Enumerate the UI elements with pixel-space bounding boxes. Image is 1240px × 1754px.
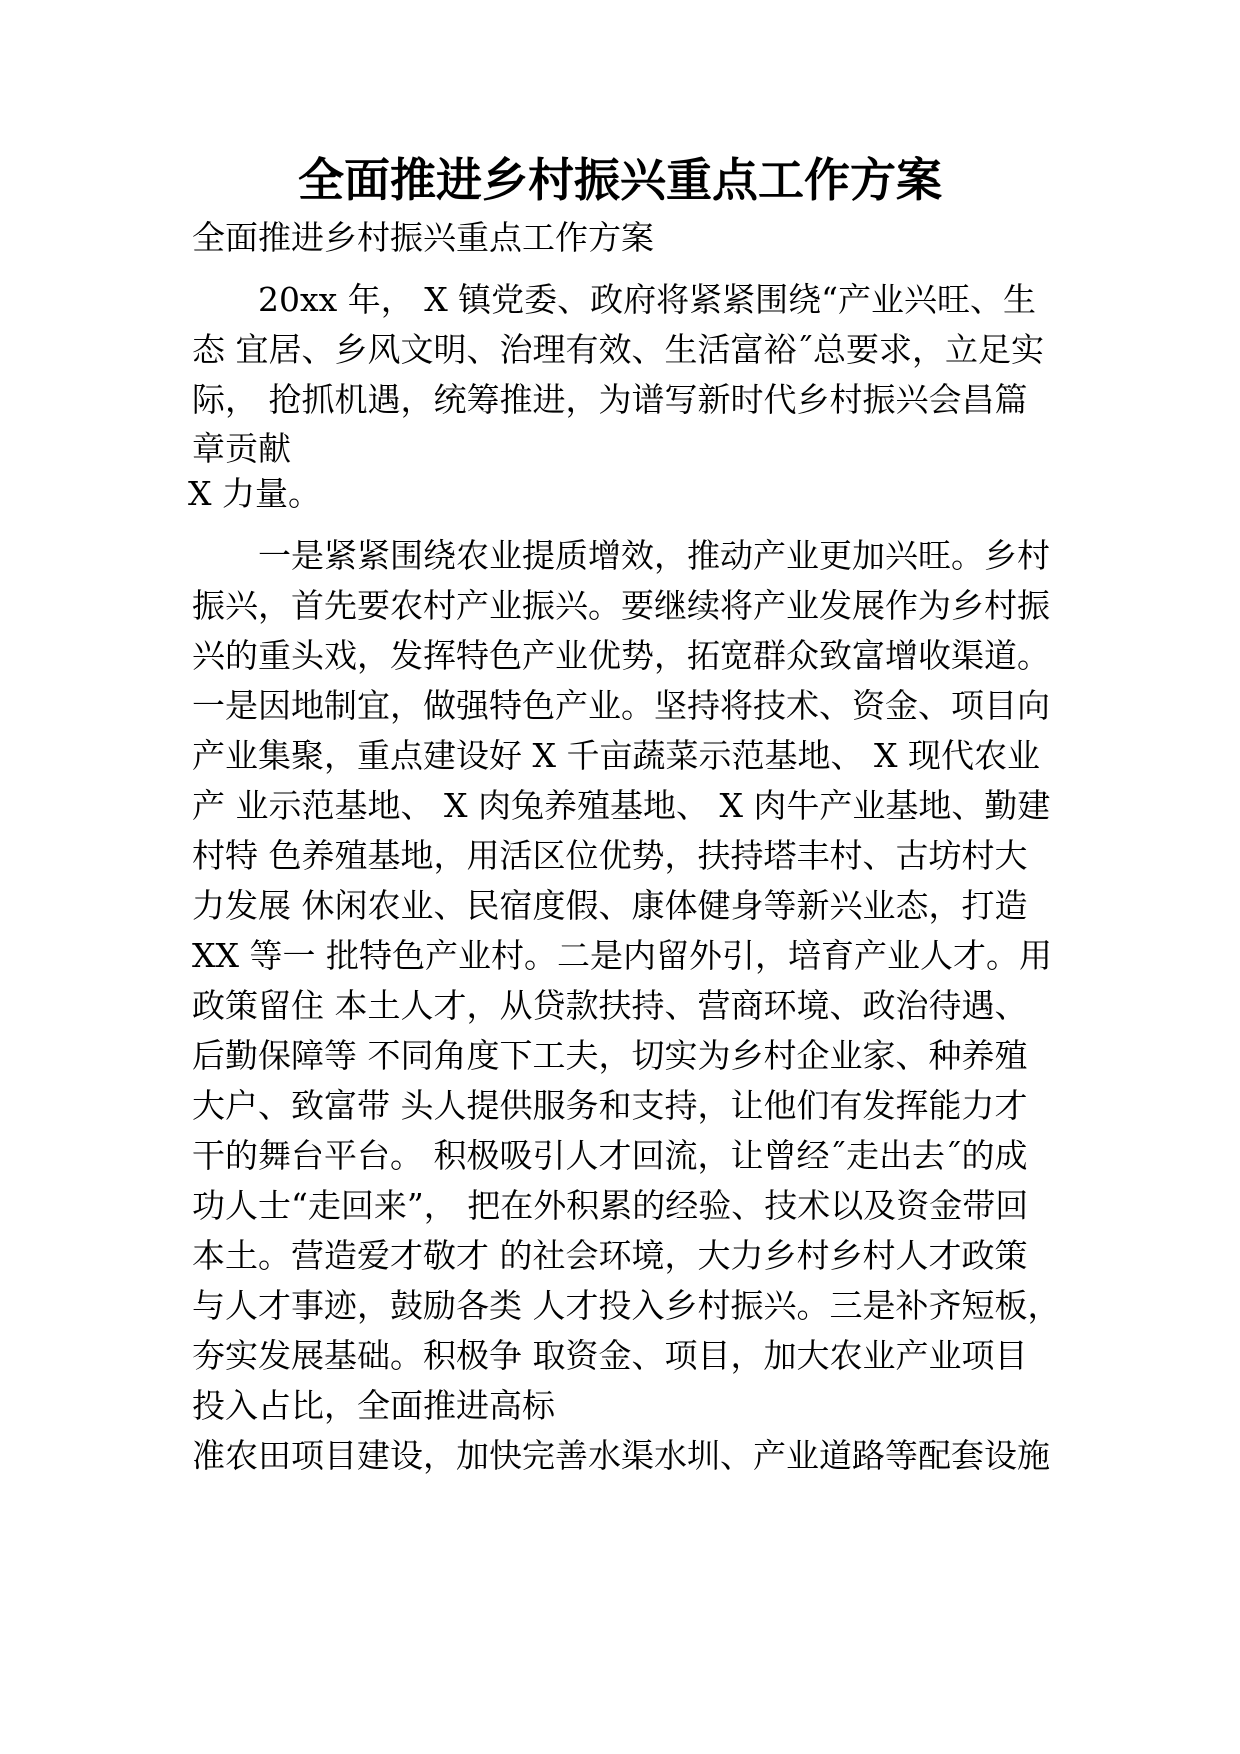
paragraph-2-line-15: 本土。营造爱才敬才 的社会环境，大力乡村乡村人才政策 bbox=[192, 1236, 1028, 1275]
paragraph-2-line-19: 准农田项目建设，加快完善水渠水圳、产业道路等配套设施 bbox=[192, 1436, 1050, 1475]
paragraph-1-line-3: 际， 抢抓机遇，统筹推进，为谱写新时代乡村振兴会昌篇 bbox=[192, 380, 1028, 419]
paragraph-1-line-4: 章贡献 bbox=[192, 429, 291, 468]
document-subtitle: 全面推进乡村振兴重点工作方案 bbox=[192, 218, 654, 257]
paragraph-2-line-18: 投入占比，全面推进高标 bbox=[192, 1386, 555, 1425]
paragraph-2-line-14: 功人士“走回来”， 把在外积累的经验、技术以及资金带回 bbox=[192, 1186, 1029, 1225]
paragraph-2-line-10: 政策留住 本土人才，从贷款扶持、营商环境、政治待遇、 bbox=[192, 986, 1028, 1025]
paragraph-2-line-5: 产业集聚，重点建设好 X 千亩蔬菜示范基地、 X 现代农业 bbox=[192, 736, 1040, 775]
page-title: 全面推进乡村振兴重点工作方案 bbox=[298, 153, 942, 207]
paragraph-1-line-5: X 力量。 bbox=[188, 474, 321, 513]
paragraph-1-line-2: 态 宜居、乡风文明、治理有效、生活富裕˝总要求，立足实 bbox=[192, 330, 1044, 369]
paragraph-2-line-9: XX 等一 批特色产业村。二是内留外引，培育产业人才。用 bbox=[192, 936, 1052, 975]
paragraph-2-line-13: 干的舞台平台。 积极吸引人才回流，让曾经˝走出去˝的成 bbox=[192, 1136, 1028, 1175]
paragraph-1-line-1: 20xx 年， X 镇党委、政府将紧紧围绕“产业兴旺、生 bbox=[258, 280, 1037, 319]
paragraph-2-line-2: 振兴，首先要农村产业振兴。要继续将产业发展作为乡村振 bbox=[192, 586, 1050, 625]
paragraph-2-line-6: 产 业示范基地、 X 肉兔养殖基地、 X 肉牛产业基地、勤建 bbox=[192, 786, 1051, 825]
paragraph-2-line-7: 村特 色养殖基地，用活区位优势，扶持塔丰村、古坊村大 bbox=[192, 836, 1028, 875]
paragraph-2-line-3: 兴的重头戏，发挥特色产业优势，拓宽群众致富增收渠道。 bbox=[192, 636, 1050, 675]
paragraph-2-line-4: 一是因地制宜，做强特色产业。坚持将技术、资金、项目向 bbox=[192, 686, 1050, 725]
paragraph-2-line-11: 后勤保障等 不同角度下工夫，切实为乡村企业家、种养殖 bbox=[192, 1036, 1028, 1075]
paragraph-2-line-16: 与人才事迹，鼓励各类 人才投入乡村振兴。三是补齐短板， bbox=[192, 1286, 1061, 1325]
paragraph-2-line-1: 一是紧紧围绕农业提质增效，推动产业更加兴旺。乡村 bbox=[258, 536, 1050, 575]
paragraph-2-line-8: 力发展 休闲农业、民宿度假、康体健身等新兴业态，打造 bbox=[192, 886, 1028, 925]
paragraph-2-line-17: 夯实发展基础。积极争 取资金、项目，加大农业产业项目 bbox=[192, 1336, 1028, 1375]
paragraph-2-line-12: 大户、致富带 头人提供服务和支持，让他们有发挥能力才 bbox=[192, 1086, 1028, 1125]
